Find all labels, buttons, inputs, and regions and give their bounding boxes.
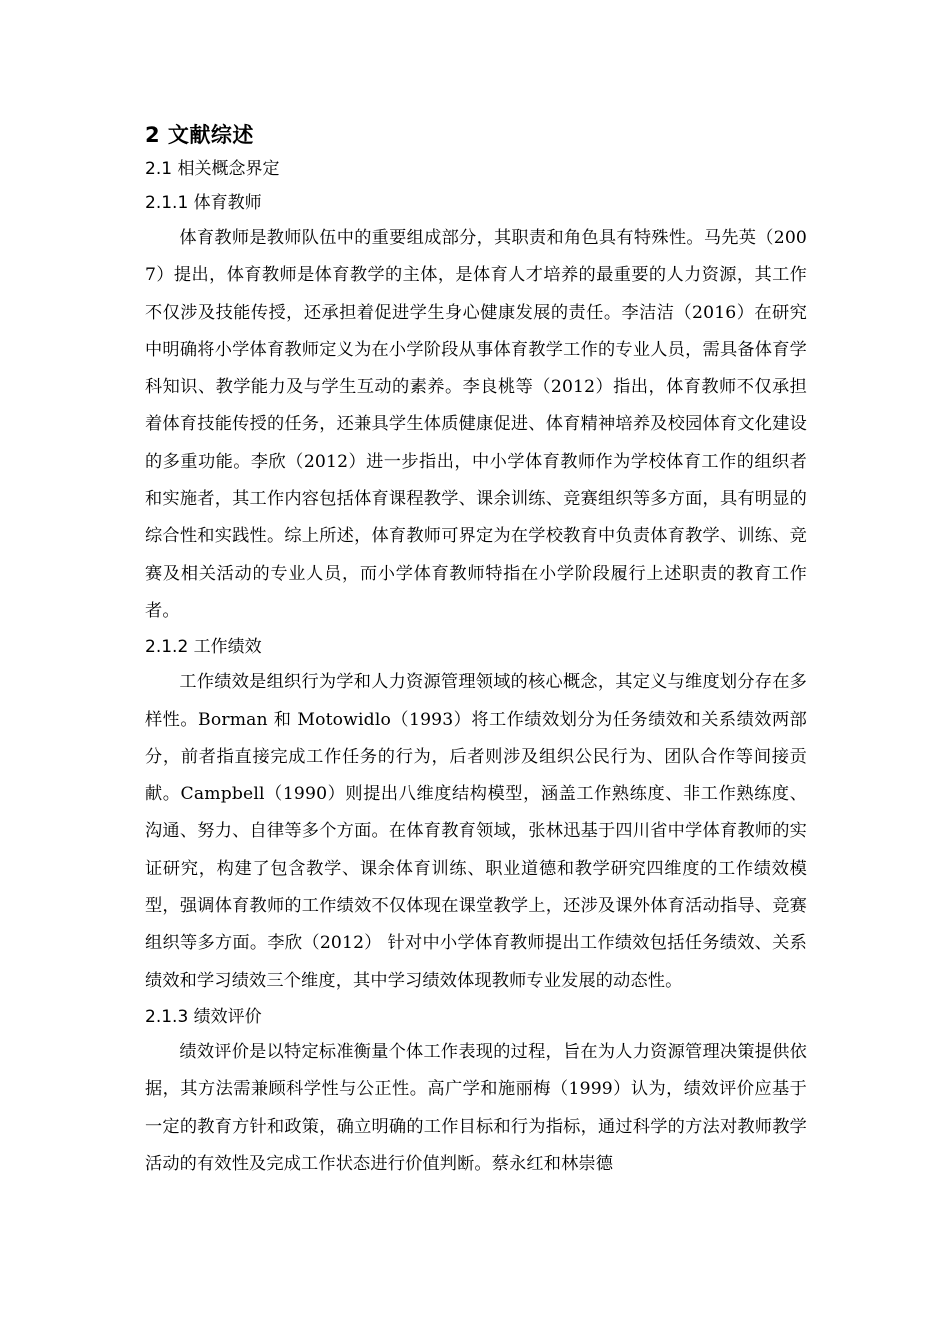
subsection-heading: 2.1.2 工作绩效 bbox=[145, 637, 262, 658]
document-page bbox=[145, 118, 807, 1183]
chapter-title: 2 文献综述 bbox=[145, 123, 254, 147]
body-paragraph: 绩效评价是以特定标准衡量个体工作表现的过程，旨在为人力资源管理决策提供依据，其方法需兼顾科学性与公正性。高广学和施丽梅（1999）认为，绩效评价应基于一定的教育方针和政策，确立明确的工作目标和行为指标，通过科学的方法对教师教学活动的有效性及完成工作状态进行价值判断。蔡永红和林崇德 bbox=[145, 1041, 807, 1174]
subsection-heading: 2.1.1 体育教师 bbox=[145, 193, 262, 213]
body-paragraph: 体育教师是教师队伍中的重要组成部分，其职责和角色具有特殊性。马先英（2007）提出，体育教师是体育教学的主体，是体育人才培养的最重要的人力资源，其工作不仅涉及技能传授，还承担着促进学生身心健康发展的责任。李洁洁（2016）在研究中明确将小学体育教师定义为在小学阶段从事体育教学工作的专业人员，需具备体育学科知识、教学能力及与学生互动的素养。李良桃等（2012）指出，体育教师不仅承担着体育技能传授的任务，还兼具学生体质健康促进、体育精神培养及校园体育文化建设的多重功能。李欣（2012）进一步指出，中小学体育教师作为学校体育工作的组织者和实施者，其工作内容包括体育课程教学、课余训练、竞赛组织等多方面，具有明显的综合性和实践性。综上所述，体育教师可界定为在学校教育中负责体育教学、训练、竞赛及相关活动的专业人员，而小学体育教师特指在小学阶段履行上述职责的教育工作者。 bbox=[145, 228, 807, 621]
section-heading: 2.1 相关概念界定 bbox=[145, 159, 280, 179]
subsection-heading: 2.1.3 绩效评价 bbox=[145, 1006, 262, 1027]
body-paragraph: 工作绩效是组织行为学和人力资源管理领域的核心概念，其定义与维度划分存在多样性。Borman 和 Motowidlo（1993）将工作绩效划分为任务绩效和关系绩效两部分，前者指直接完成工作任务的行为，后者则涉及组织公民行为、团队合作等间接贡献。Campbell（1990）则提出八维度结构模型，涵盖工作熟练度、非工作熟练度、沟通、努力、自律等多个方面。在体育教育领域，张林迅基于四川省中学体育教师的实证研究，构建了包含教学、课余体育训练、职业道德和教学研究四维度的工作绩效模型，强调体育教师的工作绩效不仅体现在课堂教学上，还涉及课外体育活动指导、竞赛组织等多方面。李欣（2012） 针对中小学体育教师提出工作绩效包括任务绩效、关系绩效和学习绩效三个维度，其中学习绩效体现教师专业发展的动态性。 bbox=[145, 672, 807, 991]
